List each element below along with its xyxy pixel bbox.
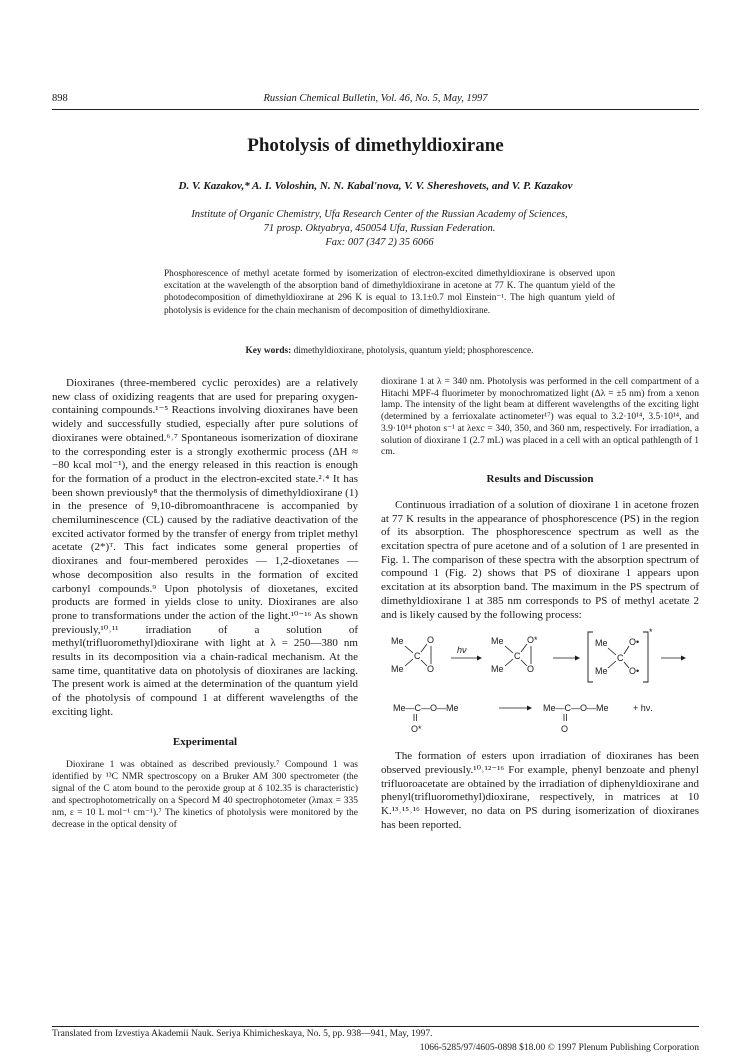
scheme-ester-ground: Me—C—O—Me [543,703,609,714]
scheme-c-2: C [514,651,521,662]
results-paragraph-2: The formation of esters upon irradiation of dioxiranes has been observed previously.¹⁰˒¹²⁻¹⁶ For example, phenyl benzoate and phenyl trifluoroacetate are obtained by the irradiation of diphenyldioxirane and phenyl(trifluoromethyl)dioxirane, respectively, in matrices at 10 K.¹³˒¹⁵˒¹⁶ However, no data on PS during isomerization of dioxiranes has been reported. [381,750,699,831]
abstract: Phosphorescence of methyl acetate formed by isomerization of electron-excited dimethyldioxirane is observed upon excitation at the wavelength of the absorption band of dimethyldioxirane in acetone at 77 K. The quantum yield of the photodecomposition of dimethyldioxirane at 296 K is equal to 13.1±0.7 mol Einstein⁻¹. The high quantum yield of photolysis is evidence for the chain mechanism of decomposition of dimethyldioxirane. [164,269,615,316]
keywords-label: Key words: [245,346,292,356]
scheme-o-star: O* [527,635,538,646]
copyright-line: 1066-5285/97/4605-0898 $18.00 © 1997 Plenum Publishing Corporation [419,1043,699,1053]
scheme-o-1a: O [427,635,435,646]
scheme-me-3b: Me [595,666,608,677]
scheme-c-1: C [414,651,421,662]
scheme-me-2a: Me [491,636,504,647]
running-header [52,93,699,110]
affiliation-fax: Fax: 007 (347 2) 35 6066 [325,237,434,248]
scheme-ester-o: O [561,724,569,735]
results-paragraph-1: Continuous irradiation of a solution of dioxirane 1 in acetone frozen at 77 K results in the appearance of phosphorescence (PS) in the region of its absorption. The phosphorescence spectrum as well as the excitation spectra of pure acetone and of a solution of 1 are presented in Fig. 1. The comparison of these spectra with the absorption spectrum of compound 1 (Fig. 2) shows that PS of dioxirane 1 appears upon excitation at its absorption band. The maximum in the PS spectrum of dimethyldioxirane 1 at 385 nm corresponds to PS of methyl acetate 2 and is likely caused by the following process: [381,498,699,621]
experimental-paragraph: Dioxirane 1 was obtained as described previously.⁷ Compound 1 was identified by ¹³C NMR spectroscopy on a Bruker AM 300 spectrometer (the signal of the C atom bound to the peroxide group at δ 102.35 is characteristic) and spectrophotometrically on a Specord M 40 spectrophotometer (λmax = 335 nm, ε = 10 L mol⁻¹ cm⁻¹).⁷ The kinetics of photolysis were monitored by the decrease in the optical density of [52,760,358,831]
scheme-me-3a: Me [595,638,608,649]
reaction-scheme [381,628,699,746]
results-heading: Results and Discussion [486,472,594,485]
scheme-me-1a: Me [391,636,404,647]
experimental-heading: Experimental [172,735,238,748]
keywords [164,346,615,356]
scheme-ester-excited: Me—C—O—Me [393,703,459,714]
scheme-o-1b: O [427,664,435,675]
footer-divider [52,1026,699,1027]
scheme-bracket-star: * [649,628,653,638]
scheme-me-1b: Me [391,664,404,675]
affiliation [90,208,669,250]
paper-title: Photolysis of dimethyldioxirane [247,135,504,156]
author-list: D. V. Kazakov,* A. I. Voloshin, N. N. Kabal'nova, V. V. Shereshovets, and V. P. Kazakov [178,180,573,192]
right-column [381,377,699,832]
scheme-o-dot-a: O• [629,637,640,648]
translation-note: Translated from Izvestiya Akademii Nauk. Seriya Khimicheskaya, No. 5, pp. 938—941, May, 1997. [52,1029,433,1039]
scheme-hv-label: hν [457,645,467,656]
introduction-paragraph: Dioxiranes (three-membered cyclic peroxides) are a relatively new class of oxidizing reagents that are used for preparing oxygen-containing compounds.¹⁻⁵ Reactions involving dioxiranes have been widely and successfully studied, especially after pure solutions of dioxiranes were obtained.⁶˒⁷ Spontaneous isomerization of dioxirane to the corresponding ester is a strongly exothermic process (ΔH ≈ −80 kcal mol⁻¹), and the energy released in this reaction is enough for the formation of a product in the electron-excited state.²˒⁴ It has been shown previously⁸ that the thermolysis of dimethyldioxirane (1) in the presence of 9,10-dibromoanthracene is accompanied by chemiluminescence (CL) caused by the radiative deactivation of the excited activator formed by the transfer of energy from triplet methyl acetate (2*)ᵀ. This fact indicates some general properties of dioxiranes and four-membered peroxides — 1,2-dioxetanes — whose decomposition also results in the formation of excited carbonyl compounds.⁹ Upon photolysis of dioxetanes, excited products are formed in yields close to unity. Dioxiranes are also prone to transformations under the action of the light.¹⁰⁻¹⁶ As shown previously,¹⁰˒¹¹ irradiation of a solution of methyl(trifluoromethyl)dioxirane with light at λ = 250—380 nm results in its decomposition via a chain-radical mechanism. At the same time, quantitative data on photolysis of dioxiranes are lacking. The present work is aimed at the determination of the quantum yield of the photolysis of compound 1 at different wavelengths of the exciting light. [52,377,358,718]
reaction-scheme-svg [381,628,699,746]
affiliation-line-2: 71 prosp. Oktyabrya, 450054 Ufa, Russian Federation. [263,223,496,234]
scheme-c-3: C [617,653,624,664]
experimental-continued: dioxirane 1 at λ = 340 nm. Photolysis was performed in the cell compartment of a Hitachi MPF-4 fluorimeter by monochromatized light (Δλ = ±5 nm) from a xenon lamp. The intensity of the light beam at different wavelengths of the exciting light (determined by a ferrioxalate actinometer¹⁷) was equal to 3.2·10¹⁴, 3.5·10¹⁴, and 3.9·10¹⁴ photon s⁻¹ at λexc = 340, 350, and 360 nm, respectively. For irradiation, a solution of dioxirane 1 (2.7 mL) was placed in a cell with an optical pathlength of 1 cm. [381,377,699,458]
scheme-o-dot-b: O• [629,666,640,677]
scheme-plus-hv: + hν. [633,703,653,714]
scheme-ester-o-star: O* [411,724,422,735]
page-number: 898 [52,93,68,104]
scheme-o-2b: O [527,664,535,675]
journal-title: Russian Chemical Bulletin, Vol. 46, No. 5, May, 1997 [263,93,488,104]
keywords-text: dimethyldioxirane, photolysis, quantum yield; phosphorescence. [291,346,534,356]
affiliation-line-1: Institute of Organic Chemistry, Ufa Research Center of the Russian Academy of Sciences, [191,209,568,220]
scheme-me-2b: Me [491,664,504,675]
left-column [52,377,358,831]
